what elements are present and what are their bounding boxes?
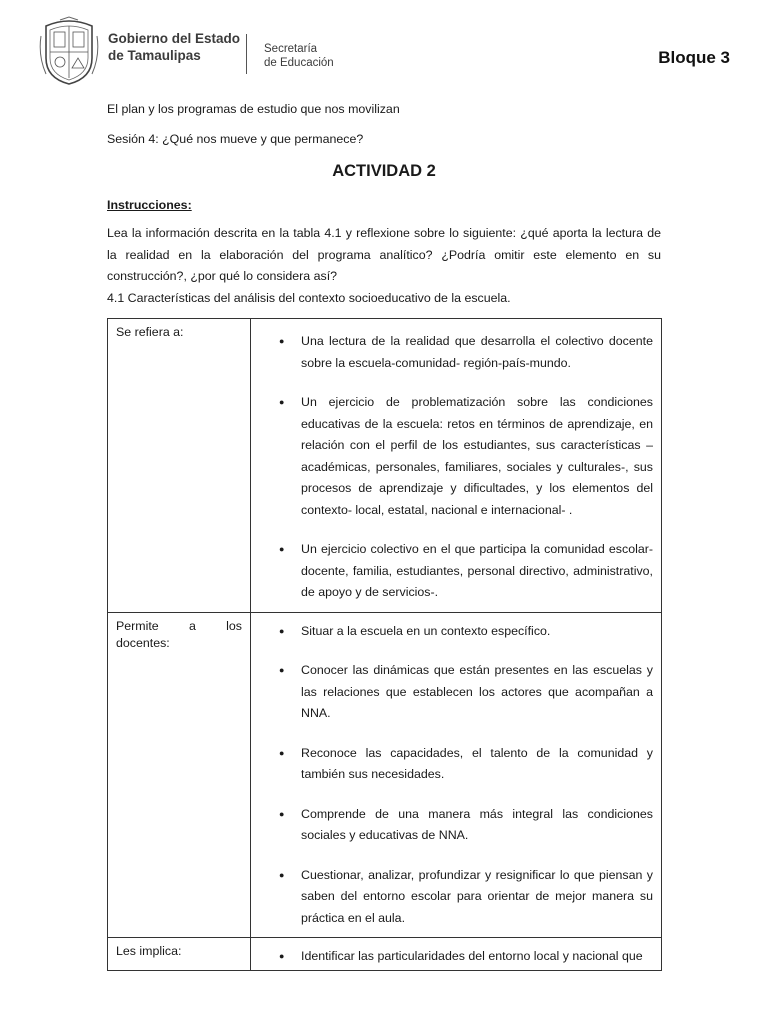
list-item: ● Situar a la escuela en un contexto específico. bbox=[301, 621, 653, 643]
table-row bbox=[108, 319, 662, 613]
table-row bbox=[108, 612, 662, 938]
list-item: ● Reconoce las capacidades, el talento de la comunidad y también sus necesidades. bbox=[301, 743, 653, 786]
government-name-line2: de Tamaulipas bbox=[108, 48, 201, 63]
header-divider bbox=[246, 34, 247, 74]
document-header bbox=[38, 14, 738, 94]
instructions-label: Instrucciones: bbox=[107, 198, 192, 212]
list-item: ● Comprende de una manera más integral las condiciones sociales y educativas de NNA. bbox=[301, 804, 653, 847]
instructions-paragraph: Lea la información descrita en la tabla 4.1 y reflexione sobre lo siguiente: ¿qué aporta la lectura de la realidad en la elaboración del programa analítico? ¿Podría omitir este elemento en su construcción?, ¿por qué lo considera así? bbox=[107, 226, 661, 283]
session-line: Sesión 4: ¿Qué nos mueve y que permanece? bbox=[107, 132, 364, 146]
row-label: Se refiera a: bbox=[108, 319, 251, 613]
list-item: ● Cuestionar, analizar, profundizar y resignificar lo que piensan y saben del entorno escolar para orientar de mejor manera su práctica en el aula. bbox=[301, 865, 653, 930]
table-row bbox=[108, 938, 662, 971]
row-label bbox=[108, 612, 251, 938]
bullet-list bbox=[251, 621, 653, 930]
list-item: ● Un ejercicio de problematización sobre las condiciones educativas de la escuela: retos en términos de aprendizaje, en relación con el perfil de los estudiantes, sus características –académicas, personales, familiares, sociales y culturales-, sus procesos de aprendizaje y dificultades, y los elementos del contexto- local, estatal, nacional e internacional- . bbox=[301, 392, 653, 521]
secretariat-name-line2: de Educación bbox=[264, 57, 334, 69]
table-caption: 4.1 Características del análisis del contexto socioeducativo de la escuela. bbox=[107, 291, 511, 305]
secretariat-name-line1: Secretaría bbox=[264, 43, 318, 55]
plan-line: El plan y los programas de estudio que nos movilizan bbox=[107, 102, 400, 116]
list-item: ● Un ejercicio colectivo en el que participa la comunidad escolar-docente, familia, estudiantes, personal directivo, administrativo, de apoyo y de servicios-. bbox=[301, 539, 653, 604]
row-label: Les implica: bbox=[108, 938, 251, 971]
government-name bbox=[108, 30, 240, 64]
list-item: ● Una lectura de la realidad que desarrolla el colectivo docente sobre la escuela-comunidad- región-país-mundo. bbox=[301, 331, 653, 374]
row-label-line2: docentes: bbox=[116, 635, 170, 650]
row-content bbox=[251, 319, 662, 613]
state-coat-of-arms-icon bbox=[38, 16, 100, 86]
row-content bbox=[251, 612, 662, 938]
secretariat-name bbox=[264, 42, 334, 70]
context-analysis-table bbox=[107, 318, 662, 971]
bullet-list bbox=[251, 331, 653, 604]
row-label-line1: Permite a los bbox=[116, 618, 242, 633]
row-content bbox=[251, 938, 662, 971]
block-label: Bloque 3 bbox=[658, 48, 730, 67]
bullet-list bbox=[251, 946, 653, 968]
list-item: ● Identificar las particularidades del entorno local y nacional que bbox=[301, 946, 653, 968]
list-item: ● Conocer las dinámicas que están presentes en las escuelas y las relaciones que establecen los actores que acompañan a NNA. bbox=[301, 660, 653, 725]
activity-title: ACTIVIDAD 2 bbox=[332, 162, 436, 180]
government-name-line1: Gobierno del Estado bbox=[108, 31, 241, 46]
